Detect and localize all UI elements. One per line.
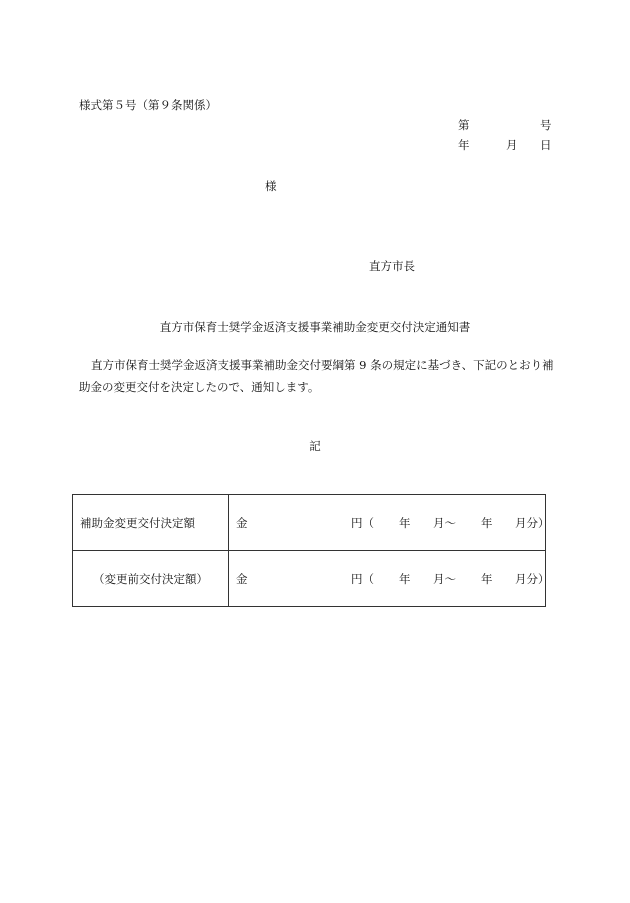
date-year: 年 <box>458 138 470 152</box>
year-from-label: 年 <box>399 571 411 586</box>
body-text: 直方市保育士奨学金返済支援事業補助金交付要綱第 9 条の規定に基づき、下記のとおり補助金の変更交付を決定したので、通知します。 <box>79 358 554 394</box>
issuer: 直方市長 <box>369 259 415 273</box>
year-from-label: 年 <box>399 515 411 530</box>
yen-label: 円（ <box>351 571 374 586</box>
doc-number-prefix: 第 <box>458 118 470 132</box>
date-day: 日 <box>540 138 552 152</box>
date-month: 月 <box>506 138 518 152</box>
table-row <box>73 495 546 551</box>
year-to-label: 年 <box>481 515 493 530</box>
month-from-label: 月～ <box>433 571 456 586</box>
yen-label: 円（ <box>351 515 374 530</box>
amount-cell <box>229 551 550 607</box>
amount-cell <box>229 495 550 551</box>
doc-number-suffix: 号 <box>540 118 552 132</box>
month-from-label: 月～ <box>433 515 456 530</box>
row-label: （変更前交付決定額） <box>73 551 229 607</box>
addressee-suffix: 様 <box>265 179 277 193</box>
row-label: 補助金変更交付決定額 <box>73 495 229 551</box>
kin-label: 金 <box>236 571 248 586</box>
kin-label: 金 <box>236 515 248 530</box>
document-title: 直方市保育士奨学金返済支援事業補助金変更交付決定通知書 <box>159 320 471 334</box>
table-row <box>73 551 546 607</box>
month-to-label: 月分） <box>515 571 550 586</box>
ki-heading: 記 <box>309 439 321 453</box>
year-to-label: 年 <box>481 571 493 586</box>
form-number: 様式第５号（第９条関係） <box>79 98 217 112</box>
month-to-label: 月分） <box>515 515 550 530</box>
grant-amount-table <box>72 494 550 607</box>
